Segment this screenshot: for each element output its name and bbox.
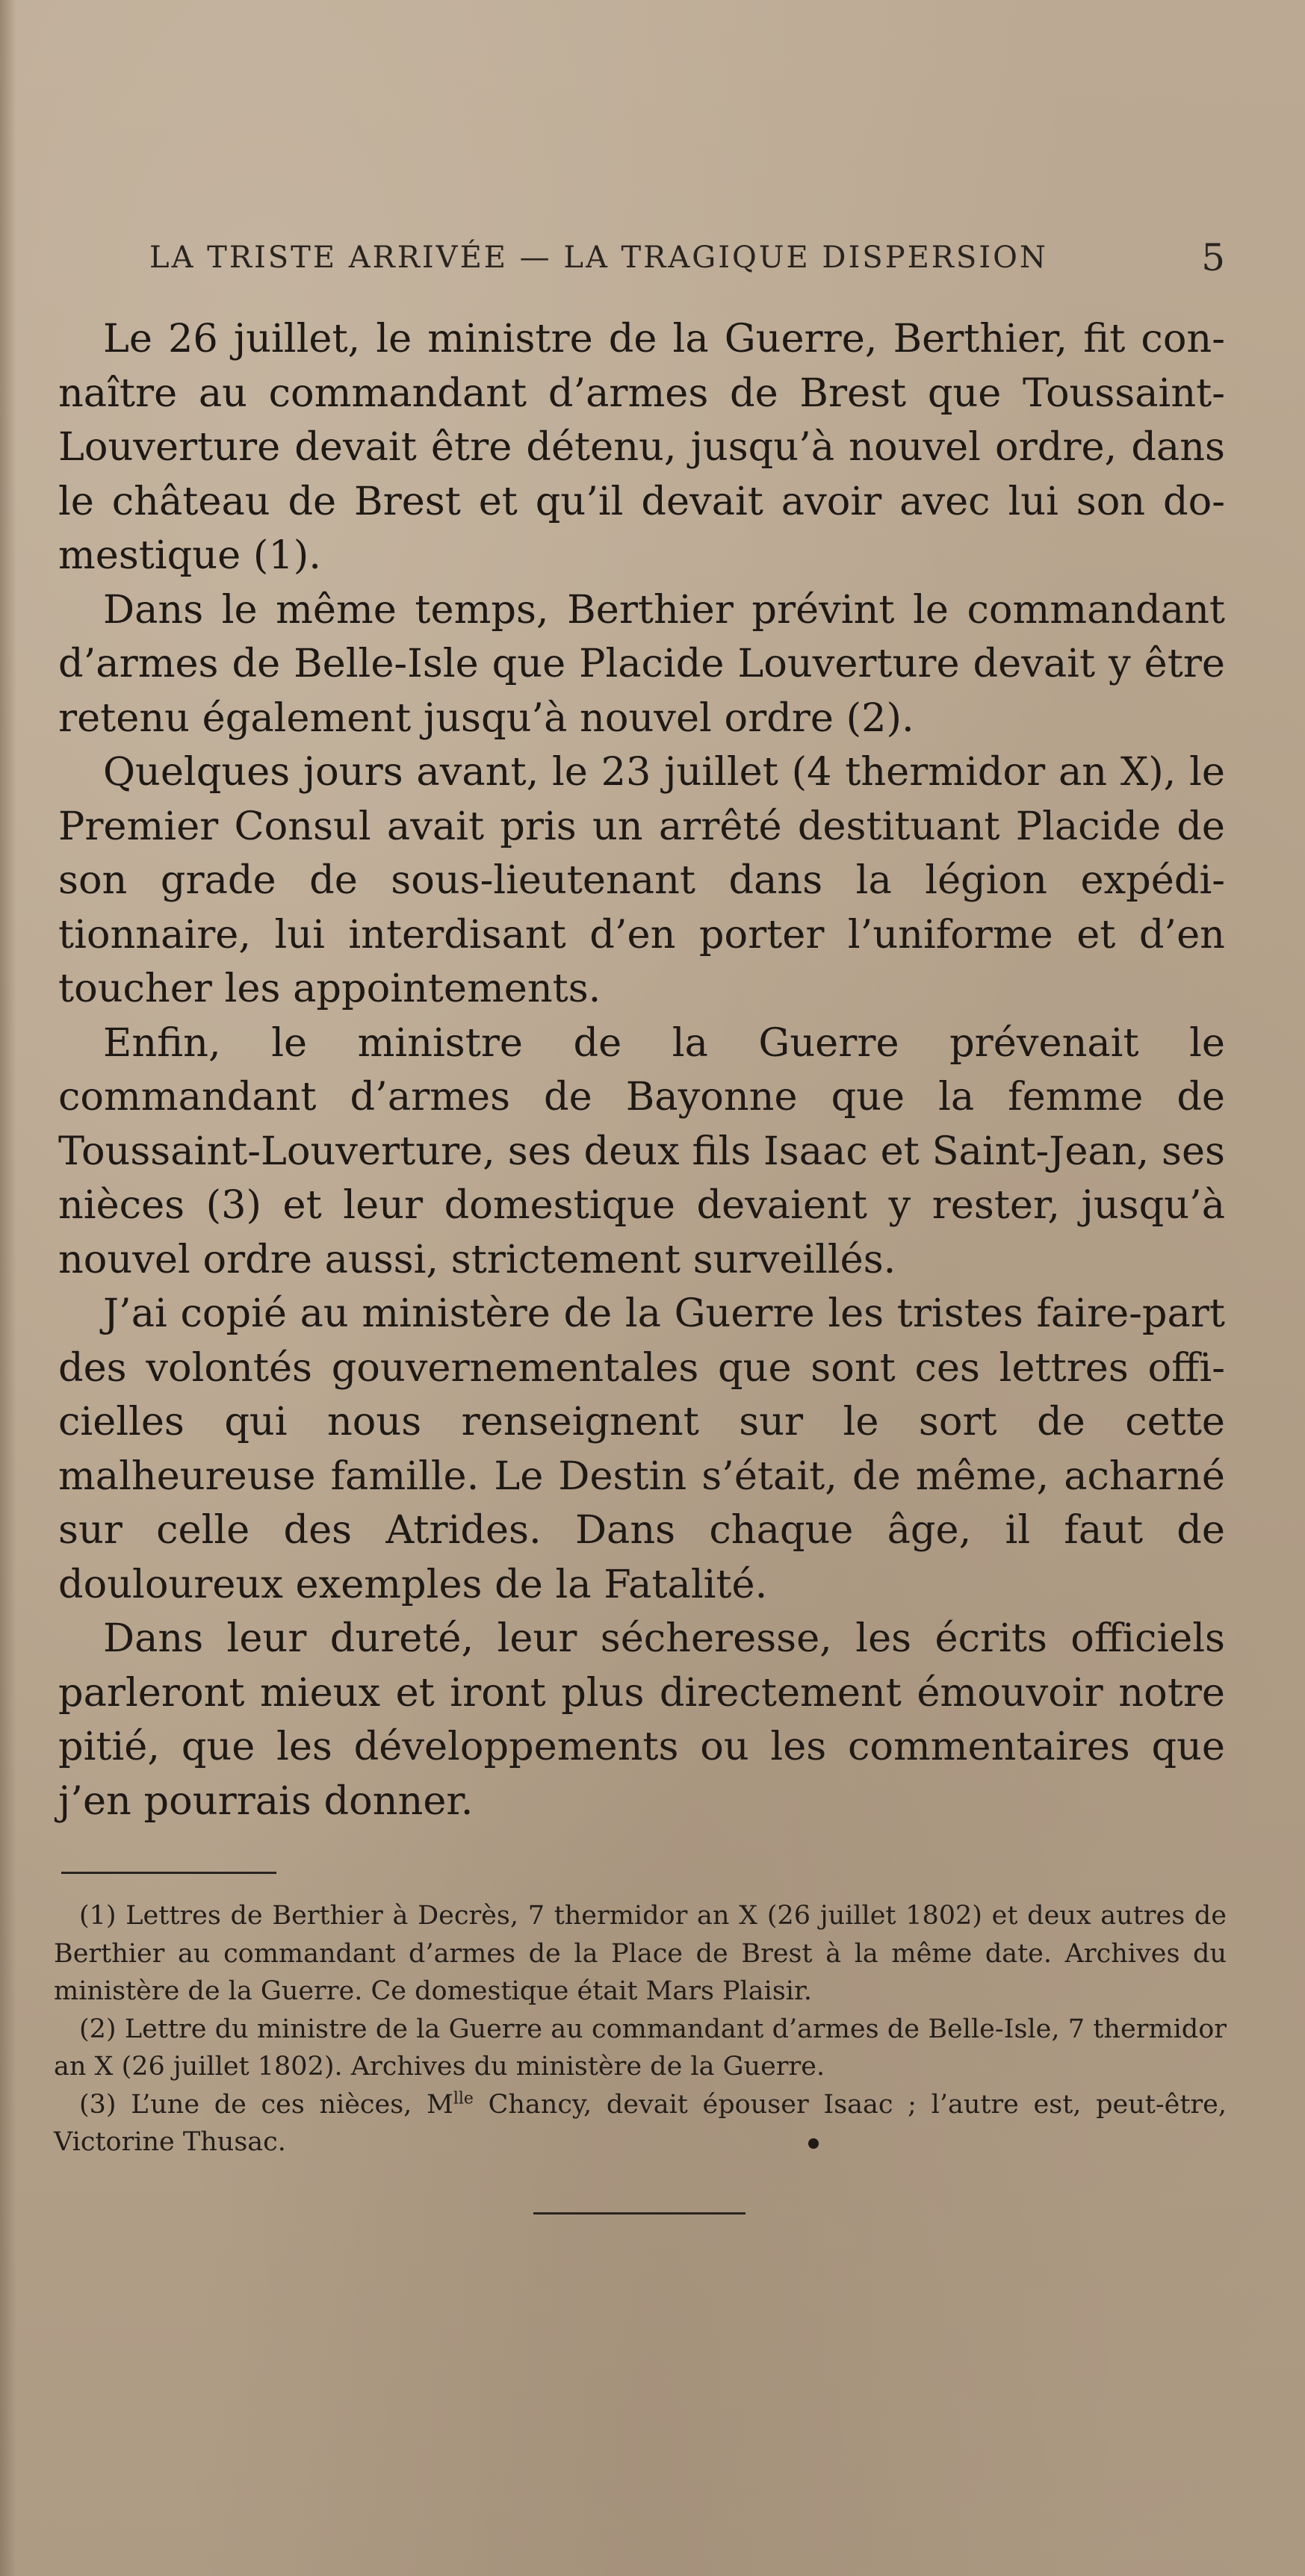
page-number: 5 xyxy=(1201,236,1225,279)
running-header xyxy=(149,236,1225,285)
ink-spot xyxy=(808,2138,819,2149)
end-rule xyxy=(533,2212,746,2215)
paragraph: Enfin, le ministre de la Guerre prévenait le commandant d’armes de Bayonne que la femme de Toussaint-Louverture, ses deux fils Isaac et Saint-Jean, ses nièces (3) et leur domestique devaient y rester, jusqu’à nouvel ordre aussi, strictement surveillés. xyxy=(58,1019,1225,1282)
paragraph: Le 26 juillet, le ministre de la Guerre, Berthier, fit connaître au commandant d’armes de Brest que Toussaint-Louverture devait être détenu, jusqu’à nouvel ordre, dans le château de Brest et qu’il devait avoir avec lui son domestique (1). xyxy=(58,316,1225,578)
footnote: (2) Lettre du ministre de la Guerre au commandant d’armes de Belle-Isle, 7 thermidor an X (26 juillet 1802). Archives du ministère de la Guerre. xyxy=(54,2014,1227,2082)
footnote-text: (3) L’une de ces nièces, M xyxy=(79,2089,453,2120)
footnote-separator xyxy=(61,1872,276,1874)
footnote-superscript: lle xyxy=(453,2088,474,2108)
footnotes xyxy=(54,1897,1227,2161)
paragraph: Dans le même temps, Berthier prévint le commandant d’armes de Belle-Isle que Placide Louverture devait y être retenu également jusqu’à nouvel ordre (2). xyxy=(58,586,1225,741)
paragraph: Dans leur dureté, leur sécheresse, les écrits officiels parleront mieux et iront plus directement émouvoir notre pitié, que les développements ou les commentaires que j’en pourrais donner. xyxy=(58,1616,1225,1824)
paragraph: Quelques jours avant, le 23 juillet (4 thermidor an X), le Premier Consul avait pris un arrêté destituant Placide de son grade de sous-lieutenant dans la légion expéditionnaire, lui interdisant d’en porter l’uniforme et d’en toucher les appointements. xyxy=(58,749,1225,1011)
page-edge-shadow xyxy=(0,0,16,2576)
running-title: LA TRISTE ARRIVÉE — LA TRAGIQUE DISPERSION xyxy=(149,240,1048,275)
footnote: (1) Lettres de Berthier à Decrès, 7 thermidor an X (26 juillet 1802) et deux autres de Berthier au commandant d’armes de la Place de Brest à la même date. Archives du ministère de la Guerre. Ce domestique était Mars Plaisir. xyxy=(54,1901,1227,2006)
paragraph: J’ai copié au ministère de la Guerre les tristes faire-part des volontés gouvernementales que sont ces lettres officielles qui nous renseignent sur le sort de cette malheureuse famille. Le Destin s’était, de même, acharné sur celle des Atrides. Dans chaque âge, il faut de douloureux exemples de la Fatalité. xyxy=(58,1291,1225,1607)
footnote-text: Chancy, devait épouser Isaac ; l’autre est, peut-être, Victorine Thusac. xyxy=(54,2089,1227,2157)
footnote xyxy=(54,2086,1227,2161)
body-text xyxy=(58,312,1225,1828)
